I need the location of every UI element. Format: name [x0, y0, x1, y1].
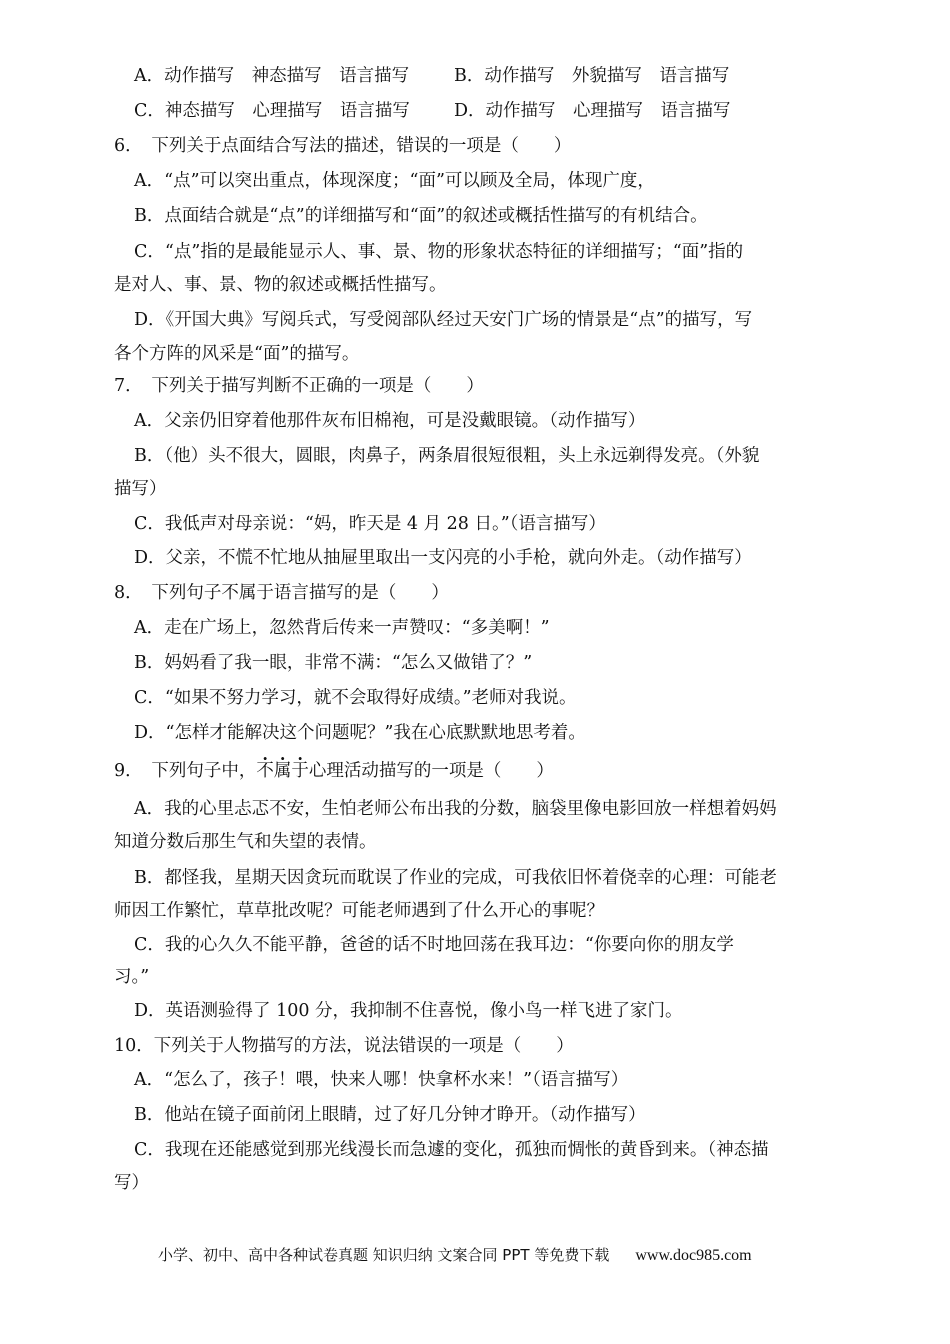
q9-option-b-line1: B．都怪我，星期天因贪玩而耽误了作业的完成，可我依旧怀着侥幸的心理：可能老	[134, 868, 777, 888]
q9-option-d: D．英语测验得了 100 分，我抑制不住喜悦，像小鸟一样飞进了家门。	[134, 1001, 683, 1021]
q8-option-c: C．“如果不努力学习，就不会取得好成绩。”老师对我说。	[134, 688, 577, 708]
q9-stem-suffix: 心理活动描写的一项是（ ）	[308, 761, 554, 781]
q8-option-d: D．“怎样才能解决这个问题呢？”我在心底默默地思考着。	[134, 723, 586, 743]
q7-option-c: C．我低声对母亲说：“妈，昨天是 4 月 28 日。”（语言描写）	[134, 514, 606, 534]
footer-text: 小学、初中、高中各种试卷真题 知识归纳 文案合同 PPT 等免费下载	[158, 1246, 610, 1264]
q10-option-c-line2: 写）	[114, 1173, 149, 1193]
emphasis-char: 于	[291, 761, 309, 781]
q5-option-b: B．动作描写 外貌描写 语言描写	[454, 66, 730, 86]
q8-option-b: B．妈妈看了我一眼，非常不满：“怎么又做错了？”	[134, 653, 533, 673]
q5-option-c: C．神态描写 心理描写 语言描写	[134, 101, 410, 121]
q10-option-a: A．“怎么了，孩子！喂，快来人哪！快拿杯水来！”（语言描写）	[134, 1070, 629, 1090]
q10-option-c-line1: C．我现在还能感觉到那光线漫长而急遽的变化，孤独而惆怅的黄昏到来。（神态描	[134, 1140, 769, 1160]
q6-option-c-line2: 是对人、事、景、物的叙述或概括性描写。	[114, 275, 447, 295]
q6-option-d-line1: D．《开国大典》写阅兵式，写受阅部队经过天安门广场的情景是“点”的描写，写	[134, 310, 753, 330]
q6-option-a: A．“点”可以突出重点，体现深度；“面”可以顾及全局，体现广度，	[134, 171, 655, 191]
q9-option-b-line2: 师因工作繁忙，草草批改呢？可能老师遇到了什么开心的事呢？	[114, 901, 604, 921]
q7-option-a: A．父亲仍旧穿着他那件灰布旧棉袍，可是没戴眼镜。（动作描写）	[134, 411, 646, 431]
q6-option-b: B．点面结合就是“点”的详细描写和“面”的叙述或概括性描写的有机结合。	[134, 206, 708, 226]
q9-option-a-line2: 知道分数后那生气和失望的表情。	[114, 832, 377, 852]
q5-option-a: A．动作描写 神态描写 语言描写	[134, 66, 410, 86]
q6-stem: 6． 下列关于点面结合写法的描述，错误的一项是（ ）	[114, 136, 572, 156]
q9-option-a-line1: A．我的心里忐忑不安，生怕老师公布出我的分数，脑袋里像电影回放一样想着妈妈	[134, 799, 777, 819]
q9-stem	[114, 759, 554, 783]
q8-stem: 8． 下列句子不属于语言描写的是（ ）	[114, 583, 449, 603]
q6-option-d-line2: 各个方阵的风采是“面”的描写。	[114, 344, 360, 364]
q10-option-b: B．他站在镜子面前闭上眼睛，过了好几分钟才睁开。（动作描写）	[134, 1105, 646, 1125]
q7-option-b-line2: 描写）	[114, 479, 167, 499]
q7-option-d: D．父亲，不慌不忙地从抽屉里取出一支闪亮的小手枪，就向外走。（动作描写）	[134, 548, 752, 568]
q9-stem-prefix: 9． 下列句子中，	[114, 761, 257, 781]
q6-option-c-line1: C．“点”指的是最能显示人、事、景、物的形象状态特征的详细描写；“面”指的	[134, 242, 744, 262]
q10-stem: 10．下列关于人物描写的方法，说法错误的一项是（ ）	[114, 1036, 574, 1056]
q5-option-d: D．动作描写 心理描写 语言描写	[454, 101, 731, 121]
page-footer	[158, 1244, 752, 1267]
emphasis-char: 不	[256, 761, 274, 781]
q7-option-b-line1: B．（他）头不很大，圆眼，肉鼻子，两条眉很短很粗，头上永远剃得发亮。（外貌	[134, 446, 760, 466]
q9-option-c-line2: 习。”	[114, 967, 150, 987]
q9-option-c-line1: C．我的心久久不能平静，爸爸的话不时地回荡在我耳边：“你要向你的朋友学	[134, 935, 734, 955]
footer-url[interactable]: www.doc985.com	[635, 1247, 752, 1264]
q8-option-a: A．走在广场上，忽然背后传来一声赞叹：“多美啊！”	[134, 618, 550, 638]
emphasis-char: 属	[273, 761, 292, 781]
q7-stem: 7． 下列关于描写判断不正确的一项是（ ）	[114, 376, 484, 396]
